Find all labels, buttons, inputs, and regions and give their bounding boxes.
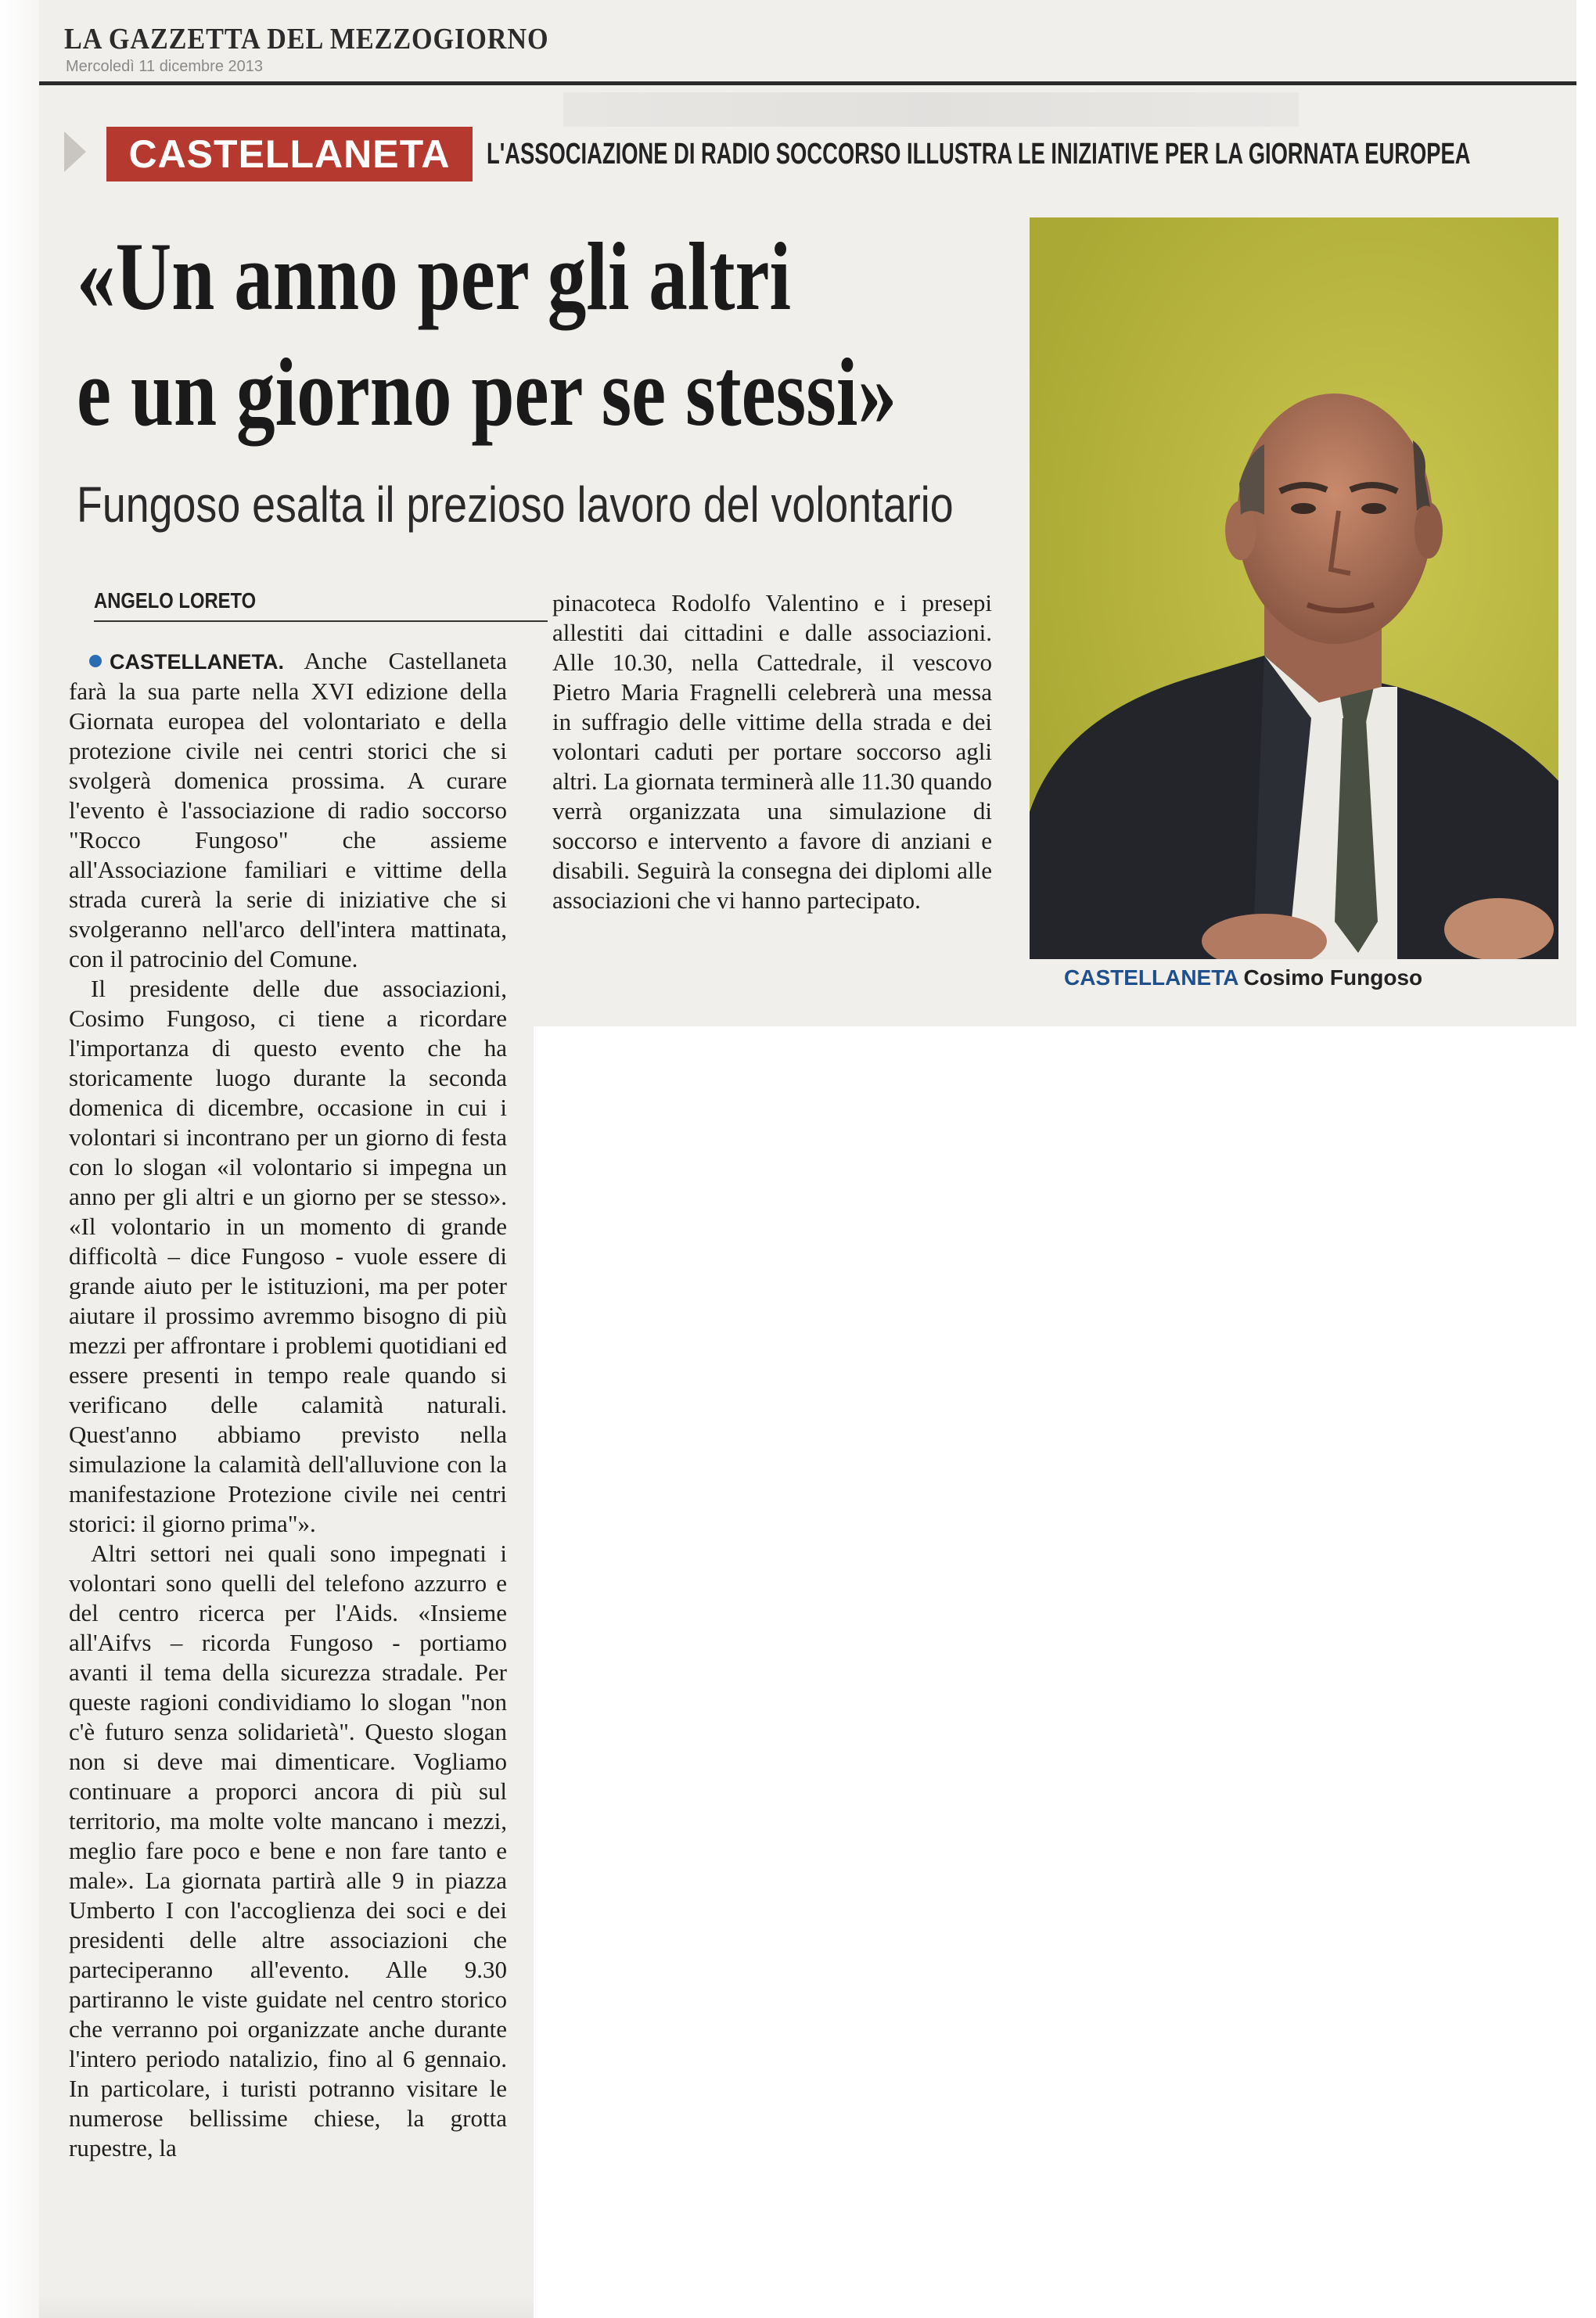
- article-paragraph: pinacoteca Rodolfo Valentino e i presepi allestiti dai cittadini e dalle associazioni. Alle 10.30, nella Cattedrale, il vescovo Pietro Maria Fragnelli celebrerà una messa in suffragio delle vittime della strada e dei volontari caduti per portare soccorso agli altri. La giornata terminerà alle 11.30 quando verrà organizzata una simulazione di soccorso e intervento a favore di anziani e disabili. Seguirà la consegna dei diplomi alle associazioni che vi hanno partecipato.: [552, 589, 992, 914]
- lead-paragraph-text: Anche Castellaneta farà la sua parte nella XVI edizione della Giornata europea del volontariato e della protezione civile nei centri storici che si svolgerà domenica prossima. A curare l'evento è l'associazione di radio soccorso "Rocco Fungoso" che assieme all'Associazione familiari e vittime della strada curerà la serie di iniziative che si svolgeranno nell'arco dell'intera mattinata, con il patrocinio del Comune.: [69, 647, 507, 972]
- kicker-text: L'ASSOCIAZIONE DI RADIO SOCCORSO ILLUSTRA LE INIZIATIVE PER LA GIORNATA EUROPEA: [487, 138, 1471, 171]
- section-label: CASTELLANETA: [106, 127, 473, 181]
- byline-rule: [94, 620, 548, 622]
- bullet-dot-icon: [89, 655, 102, 667]
- masthead-rule: [39, 81, 1576, 85]
- byline: ANGELO LORETO: [94, 588, 257, 613]
- section-arrow-icon: [64, 131, 86, 172]
- headline-line-1: «Un anno per gli altri: [77, 223, 792, 330]
- masthead-title: LA GAZZETTA DEL MEZZOGIORNO: [64, 23, 549, 56]
- article-column-1: [69, 646, 507, 2163]
- subheadline: Fungoso esalta il prezioso lavoro del volontario: [77, 476, 954, 533]
- bleed-through-shadow: [563, 92, 1299, 127]
- caption-name: Cosimo Fungoso: [1243, 965, 1423, 990]
- article-column-2: [552, 588, 992, 915]
- article-paragraph: Il presidente delle due associazioni, Cosimo Fungoso, ci tiene a ricordare l'importanza di questo evento che ha storicamente luogo durante la seconda domenica di dicembre, occasione in cui i volontari si incontrano per un giorno di festa con lo slogan «il volontario si impegna un anno per gli altri e un giorno per se stesso». «Il volontario in un momento di grande difficoltà – dice Fungoso - vuole essere di grande aiuto per le istituzioni, ma per poter aiutare il prossimo avremmo bisogno di più mezzi per affrontare i problemi quotidiani ed essere presenti in tempo reale quando si verificano delle calamità naturali. Quest'anno abbiamo previsto nella simulazione la calamità dell'alluvione con la manifestazione Protezione civile nei centri storici: il giorno prima"».: [69, 975, 507, 1537]
- scan-edge: [39, 2296, 534, 2318]
- headline-line-2: e un giorno per se stessi»: [77, 339, 897, 446]
- masthead-date: Mercoledì 11 dicembre 2013: [66, 58, 263, 75]
- lead-place: CASTELLANETA.: [110, 650, 284, 674]
- headline: [77, 219, 897, 451]
- photo-caption: [1064, 965, 1422, 990]
- article-paragraph: [69, 646, 507, 974]
- article-paragraph: Altri settori nei quali sono impegnati i volontari sono quelli del telefono azzurro e del centro ricerca per l'Aids. «Insieme all'Aifvs – ricorda Fungoso - portiamo avanti il tema della sicurezza stradale. Per queste ragioni condividiamo lo slogan "non c'è futuro senza solidarietà". Questo slogan non si deve mai dimenticare. Vogliamo continuare a proporci ancora di più sul territorio, ma molte volte mancano i mezzi, meglio fare poco e bene e non fare tanto e male». La giornata partirà alle 9 in piazza Umberto I con l'accoglienza dei soci e dei presidenti delle altre associazioni che parteciperanno all'evento. Alle 9.30 partiranno le viste guidate nel centro storico che verranno poi organizzate anche durante l'intero periodo natalizio, fino al 6 gennaio. In particolare, i turisti potranno visitare le numerose bellissime chiese, la grotta rupestre, la: [69, 1540, 507, 2162]
- portrait-photo: [1030, 217, 1558, 959]
- scan-margin: [0, 0, 39, 2318]
- caption-place: CASTELLANETA: [1064, 965, 1239, 990]
- portrait-illustration: [1030, 217, 1558, 959]
